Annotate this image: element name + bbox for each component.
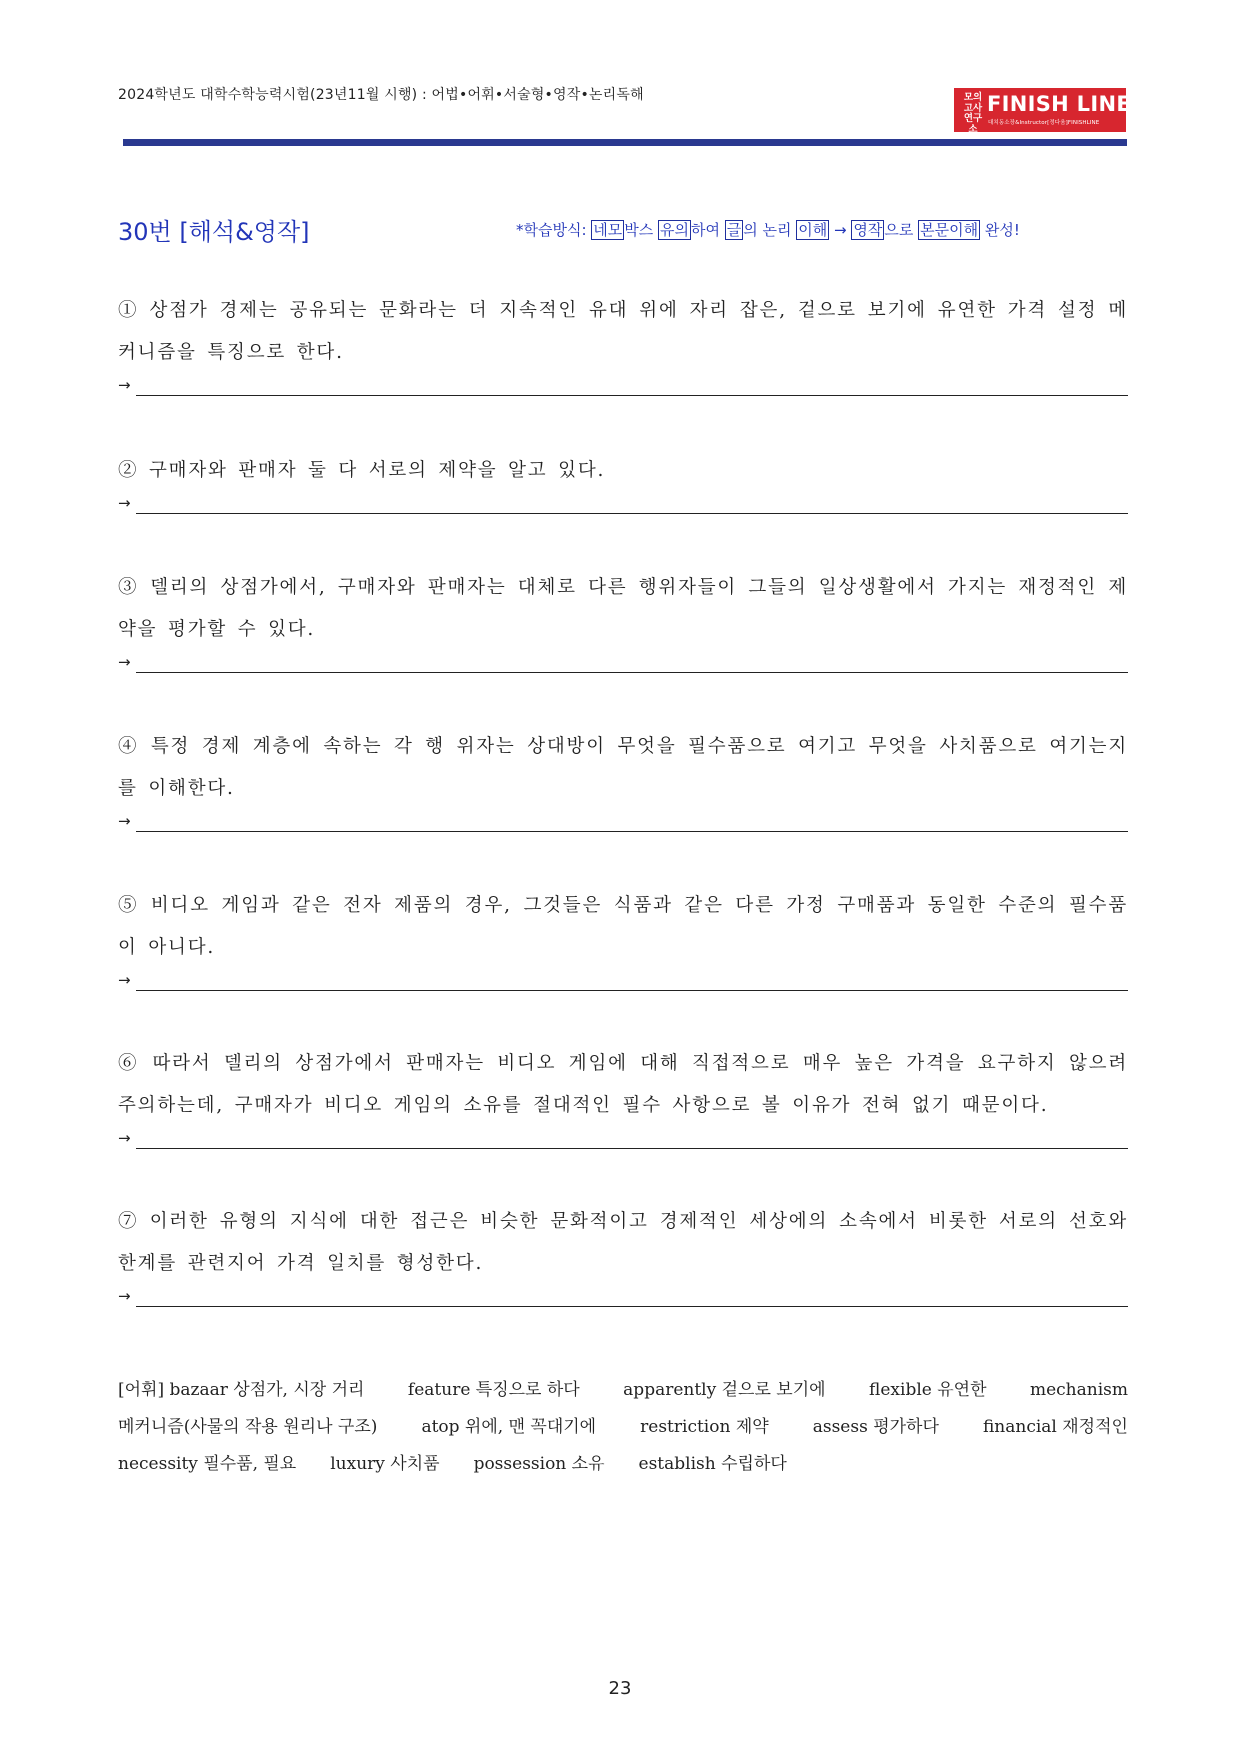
item-2-sentence: ② 구매자와 판매자 둘 다 서로의 제약을 알고 있다. bbox=[118, 460, 606, 481]
vocab-label: [어휘] bbox=[118, 1380, 170, 1400]
question-title: 30번 [해석&영작] bbox=[118, 218, 310, 246]
vocab-entry: possession 소유 bbox=[473, 1454, 605, 1474]
vocab-row-2 bbox=[118, 1409, 1128, 1446]
item-5-answer[interactable] bbox=[118, 971, 1128, 1001]
item-7-sentence: ⑦ 이러한 유형의 지식에 대한 접근은 비슷한 문화적이고 경제적인 세상에의 소속에서 비롯한 서로의 선호와 한계를 관련지어 가격 일치를 형성한다. bbox=[118, 1211, 1128, 1274]
study-box-2: 유의 bbox=[660, 221, 690, 239]
study-text-5: 으로 bbox=[884, 221, 919, 239]
answer-arrow: → bbox=[118, 812, 131, 830]
item-7 bbox=[118, 1201, 1128, 1317]
finish-line-logo bbox=[954, 88, 1131, 135]
item-5-sentence: ⑤ 비디오 게임과 같은 전자 제품의 경우, 그것들은 식품과 같은 다른 가정 구매품과 동일한 수준의 필수품이 아니다. bbox=[118, 895, 1128, 958]
vocab-entry: mechanism bbox=[1029, 1380, 1128, 1400]
study-text-1: 박스 bbox=[624, 221, 659, 239]
answer-arrow: → bbox=[118, 971, 131, 989]
item-2 bbox=[118, 450, 1128, 524]
logo-sub-text: 대치동소장&Instructor[정다움]FINISHLINE bbox=[988, 120, 1100, 126]
study-box-5: 영작 bbox=[853, 221, 883, 239]
page-number: 23 bbox=[608, 1678, 632, 1699]
study-text-3: 의 논리 bbox=[743, 221, 797, 239]
vocab-entry: luxury 사치품 bbox=[330, 1454, 440, 1474]
vocab-entry: restriction 제약 bbox=[640, 1417, 769, 1437]
item-4 bbox=[118, 726, 1128, 842]
item-1-answer[interactable] bbox=[118, 376, 1128, 406]
item-1-sentence: ① 상점가 경제는 공유되는 문화라는 더 지속적인 유대 위에 자리 잡은, 겉으로 보기에 유연한 가격 설정 메커니즘을 특징으로 한다. bbox=[118, 300, 1128, 363]
vocab-row-1 bbox=[118, 1372, 1128, 1409]
study-text-4: → bbox=[829, 221, 852, 239]
item-6-sentence: ⑥ 따라서 델리의 상점가에서 판매자는 비디오 게임에 대해 직접적으로 매우 높은 가격을 요구하지 않으려 주의하는데, 구매자가 비디오 게임의 소유를 절대적인 필수 사항으로 볼 이유가 전혀 없기 때문이다. bbox=[118, 1053, 1128, 1116]
item-6 bbox=[118, 1043, 1128, 1159]
item-7-answer[interactable] bbox=[118, 1287, 1128, 1317]
item-1 bbox=[118, 290, 1128, 406]
vocab-term: bazaar 상점가, 시장 거리 bbox=[169, 1380, 365, 1400]
answer-arrow: → bbox=[118, 1129, 131, 1147]
answer-line[interactable] bbox=[136, 831, 1128, 832]
answer-line[interactable] bbox=[136, 395, 1128, 396]
vocab-entry: establish 수립하다 bbox=[638, 1454, 787, 1474]
item-3-answer[interactable] bbox=[118, 653, 1128, 683]
study-prefix: *학습방식: bbox=[516, 221, 592, 239]
vocab-entry: atop 위에, 맨 꼭대기에 bbox=[421, 1417, 597, 1437]
header-divider-bar bbox=[123, 139, 1127, 146]
vocab-row-3 bbox=[118, 1446, 1128, 1483]
vocab-entry: feature 특징으로 하다 bbox=[407, 1380, 580, 1400]
answer-arrow: → bbox=[118, 376, 131, 394]
header-title: 2024학년도 대학수학능력시험(23년11월 시행) : 어법•어휘•서술형•영작•논리독해 bbox=[118, 87, 644, 103]
vocab-entry bbox=[118, 1372, 364, 1409]
vocab-entry: flexible 유연한 bbox=[869, 1380, 987, 1400]
vocabulary-section bbox=[118, 1372, 1128, 1483]
study-text-6: 완성! bbox=[980, 221, 1020, 239]
item-4-sentence: ④ 특정 경제 계층에 속하는 각 행 위자는 상대방이 무엇을 필수품으로 여기고 무엇을 사치품으로 여기는지를 이해한다. bbox=[118, 736, 1128, 799]
logo-main-text: FINISH LINE bbox=[987, 92, 1131, 116]
study-text-2: 하여 bbox=[691, 221, 725, 239]
vocab-entry: financial 재정적인 bbox=[982, 1417, 1128, 1437]
vocab-entry: assess 평가하다 bbox=[812, 1417, 939, 1437]
answer-line[interactable] bbox=[136, 513, 1128, 514]
answer-arrow: → bbox=[118, 1287, 131, 1305]
answer-line[interactable] bbox=[136, 990, 1128, 991]
study-box-3: 글 bbox=[726, 221, 742, 239]
item-6-answer[interactable] bbox=[118, 1129, 1128, 1159]
study-box-4: 이해 bbox=[798, 221, 828, 239]
item-2-answer[interactable] bbox=[118, 494, 1128, 524]
study-box-1: 네모 bbox=[593, 221, 623, 239]
item-5 bbox=[118, 885, 1128, 1001]
vocab-entry: apparently 겉으로 보기에 bbox=[623, 1380, 826, 1400]
answer-arrow: → bbox=[118, 494, 131, 512]
item-3 bbox=[118, 567, 1128, 683]
vocab-entry: necessity 필수품, 필요 bbox=[118, 1454, 297, 1474]
answer-line[interactable] bbox=[136, 1148, 1128, 1149]
answer-arrow: → bbox=[118, 653, 131, 671]
item-4-answer[interactable] bbox=[118, 812, 1128, 842]
study-method bbox=[516, 219, 1020, 240]
item-3-sentence: ③ 델리의 상점가에서, 구매자와 판매자는 대체로 다른 행위자들이 그들의 일상생활에서 가지는 재정적인 제약을 평가할 수 있다. bbox=[118, 577, 1128, 640]
logo-left-text: 모의고사연구소 bbox=[963, 92, 983, 135]
header-divider-tick bbox=[1109, 143, 1114, 144]
answer-line[interactable] bbox=[136, 672, 1128, 673]
study-box-6: 본문이해 bbox=[920, 221, 979, 239]
answer-line[interactable] bbox=[136, 1306, 1128, 1307]
vocab-entry: 메커니즘(사물의 작용 원리나 구조) bbox=[118, 1417, 378, 1437]
